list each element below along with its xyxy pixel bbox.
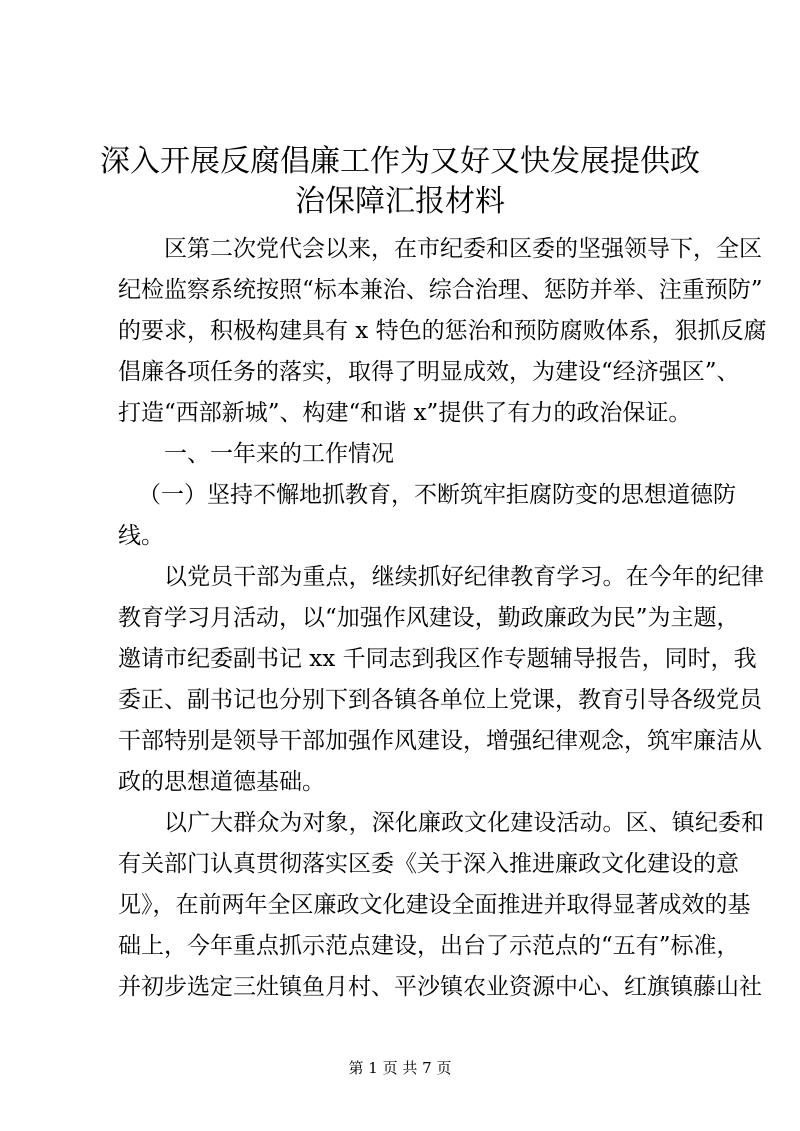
body-line: 有关部门认真贯彻落实区委《关于深入推进廉政文化建设的意 [118, 851, 739, 877]
body-line: 区第二次党代会以来，在市纪委和区委的坚强领导下，全区 [164, 236, 762, 262]
body-line: 倡廉各项任务的落实，取得了明显成效，为建设“经济强区”、 [118, 359, 740, 385]
body-line: 以广大群众为对象，深化廉政文化建设活动。区、镇纪委和 [164, 810, 764, 836]
body-line: 干部特别是领导干部加强作风建设，增强纪律观念，筑牢廉洁从 [118, 728, 762, 754]
body-line: 教育学习月活动，以“加强作风建设，勤政廉政为民”为主题， [118, 605, 740, 631]
subsection-heading: （一）坚持不懈地抓教育，不断筑牢拒腐防变的思想道德防 [138, 482, 736, 508]
body-line: 础上，今年重点抓示范点建设，出台了示范点的“五有”标准， [118, 933, 740, 959]
body-line: 打造“西部新城”、构建“和谐 x”提供了有力的政治保证。 [118, 400, 692, 426]
page-footer: 第 1 页 共 7 页 [348, 1059, 452, 1077]
body-line: 纪检监察系统按照“标本兼治、综合治理、惩防并举、注重预防” [118, 277, 763, 303]
body-line: 委正、副书记也分别下到各镇各单位上党课，教育引导各级党员 [118, 687, 762, 713]
body-line: 并初步选定三灶镇鱼月村、平沙镇农业资源中心、红旗镇藤山社 [118, 974, 762, 1000]
document-title-line-2: 治保障汇报材料 [295, 184, 505, 219]
body-line: 政的思想道德基础。 [118, 769, 325, 795]
body-line: 邀请市纪委副书记 xx 千同志到我区作专题辅导报告，同时，我 [118, 646, 757, 672]
section-heading: 一、一年来的工作情况 [164, 441, 394, 467]
body-line: 的要求，积极构建具有 x 特色的惩治和预防腐败体系，狠抓反腐 [118, 318, 767, 344]
body-line: 见》，在前两年全区廉政文化建设全面推进并取得显著成效的基 [118, 892, 751, 918]
body-line: 线。 [118, 523, 164, 549]
document-title-line-1: 深入开展反腐倡廉工作为又好又快发展提供政 [100, 144, 700, 179]
body-line: 以党员干部为重点，继续抓好纪律教育学习。在今年的纪律 [164, 564, 764, 590]
